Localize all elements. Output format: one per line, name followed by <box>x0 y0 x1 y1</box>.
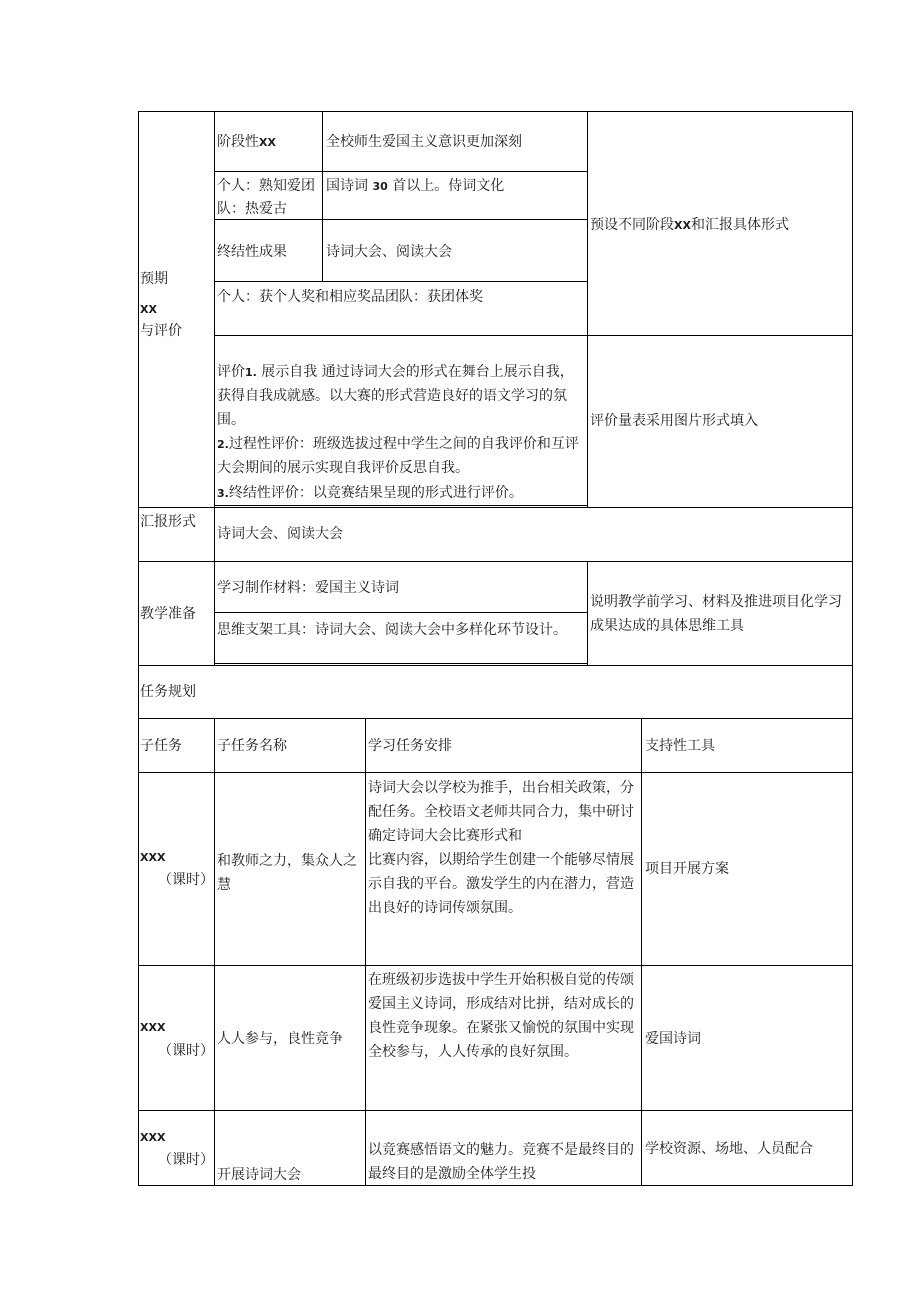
report-label: 汇报形式 <box>140 514 196 530</box>
column-subtask: 子任务 <box>140 738 182 754</box>
rule <box>214 171 587 172</box>
task-hours: XXX <box>140 1131 166 1144</box>
task-tool: 项目开展方案 <box>645 861 729 877</box>
report-value: 诗词大会、阅读大会 <box>217 526 343 542</box>
task-arrangement: 比赛内容，以期给学生创建一个能够尽情展示自我的平台。激发学生的内在潜力，营造出良好的诗词传颂氛围。 <box>368 852 634 916</box>
task-arrangement: 以竞赛感悟语文的魅力。竞赛不是最终目的最终目的是激励全体学生投 <box>368 1142 634 1182</box>
task-planning-title: 任务规划 <box>140 684 196 700</box>
evaluation-line: 评价1. 展示自我 通过诗词大会的形式在舞台上展示自我， <box>217 364 574 380</box>
personal-team-label-2: 队：热爱古 <box>217 201 287 217</box>
task-arrangement: 在班级初步选拔中学生开始积极自觉的传颂爱国主义诗词，形成结对比拼，结对成长的良性竞争现象。在紧张又愉悦的氛围中实现全校参与，人人传承的良好氛围。 <box>368 972 634 1060</box>
task-name: 人人参与，良性竞争 <box>217 1031 343 1047</box>
task-tool: 爱国诗词 <box>645 1031 701 1047</box>
rule <box>214 663 587 664</box>
final-result-label: 终结性成果 <box>217 244 287 260</box>
expectations-header-line3: 与评价 <box>140 323 182 339</box>
task-arrangement: 诗词大会以学校为推手，出台相关政策，分配任务。全校语文老师共同合力，集中研讨确定诗词大会比赛形式和 <box>368 780 634 844</box>
task-hours-unit: （课时） <box>158 872 214 888</box>
column-tools: 支持性工具 <box>645 738 715 754</box>
rule <box>587 111 588 507</box>
rule <box>365 718 366 1186</box>
stage-label: 阶段性XX <box>217 134 276 150</box>
prep-materials: 学习制作材料：爱国主义诗词 <box>217 580 399 596</box>
rule <box>587 561 588 665</box>
stage-form-note: 预设不同阶段XX和汇报具体形式 <box>590 217 789 233</box>
task-hours: XXX <box>140 1021 166 1034</box>
column-arrangement: 学习任务安排 <box>368 738 452 754</box>
awards: 个人：获个人奖和相应奖品团队：获团体奖 <box>217 289 483 305</box>
rule <box>138 561 852 562</box>
task-hours-unit: （课时） <box>158 1152 214 1168</box>
prep-note: 说明教学前学习、材料及推进项目化学习成果达成的具体思维工具 <box>590 594 842 634</box>
stage-value: 全校师生爱国主义意识更加深刻 <box>326 134 522 150</box>
rule <box>214 111 215 665</box>
personal-team-value: 国诗词 30 首以上。侍词文化 <box>326 178 505 194</box>
evaluation-line: 3.终结性评价：以竞赛结果呈现的形式进行评价。 <box>217 485 523 501</box>
expectations-header-line1: 预期 <box>140 271 168 287</box>
rule <box>214 219 587 220</box>
evaluation-line: 2.过程性评价：班级选拔过程中学生之间的自我评价和互评 <box>217 436 579 452</box>
rule <box>214 505 587 506</box>
evaluation-line: 围。 <box>217 412 245 428</box>
prep-label: 教学准备 <box>140 606 196 622</box>
final-result-value: 诗词大会、阅读大会 <box>326 244 452 260</box>
expectations-header-line2: XX <box>140 303 157 316</box>
task-name: 和教师之力，集众人之慧 <box>217 853 357 893</box>
task-hours: XXX <box>140 851 166 864</box>
rule <box>322 111 323 281</box>
rule-right <box>852 111 853 1186</box>
task-hours-unit: （课时） <box>158 1043 214 1059</box>
rule-left <box>138 111 139 1186</box>
rule <box>138 718 852 719</box>
rule <box>214 281 587 282</box>
rule <box>641 718 642 1186</box>
rule <box>214 612 587 613</box>
rule <box>138 665 852 666</box>
task-tool: 学校资源、场地、人员配合 <box>645 1141 813 1157</box>
task-name: 开展诗词大会 <box>217 1167 301 1183</box>
column-subtask-name: 子任务名称 <box>217 738 287 754</box>
rule <box>138 965 852 966</box>
personal-team-label-1: 个人：熟知爱团 <box>217 178 315 194</box>
evaluation-line: 大会期间的展示实现自我评价反思自我。 <box>217 460 469 476</box>
evaluation-line: 获得自我成就感。以大赛的形式营造良好的语文学习的氛 <box>217 388 567 404</box>
rule <box>214 718 215 1186</box>
prep-tools: 思维支架工具：诗词大会、阅读大会中多样化环节设计。 <box>217 622 567 638</box>
evaluation-note: 评价量表采用图片形式填入 <box>590 413 758 429</box>
rule <box>138 772 852 773</box>
rule <box>214 335 852 336</box>
rule <box>138 1110 852 1111</box>
rule-top <box>138 111 852 112</box>
rule <box>138 507 852 508</box>
